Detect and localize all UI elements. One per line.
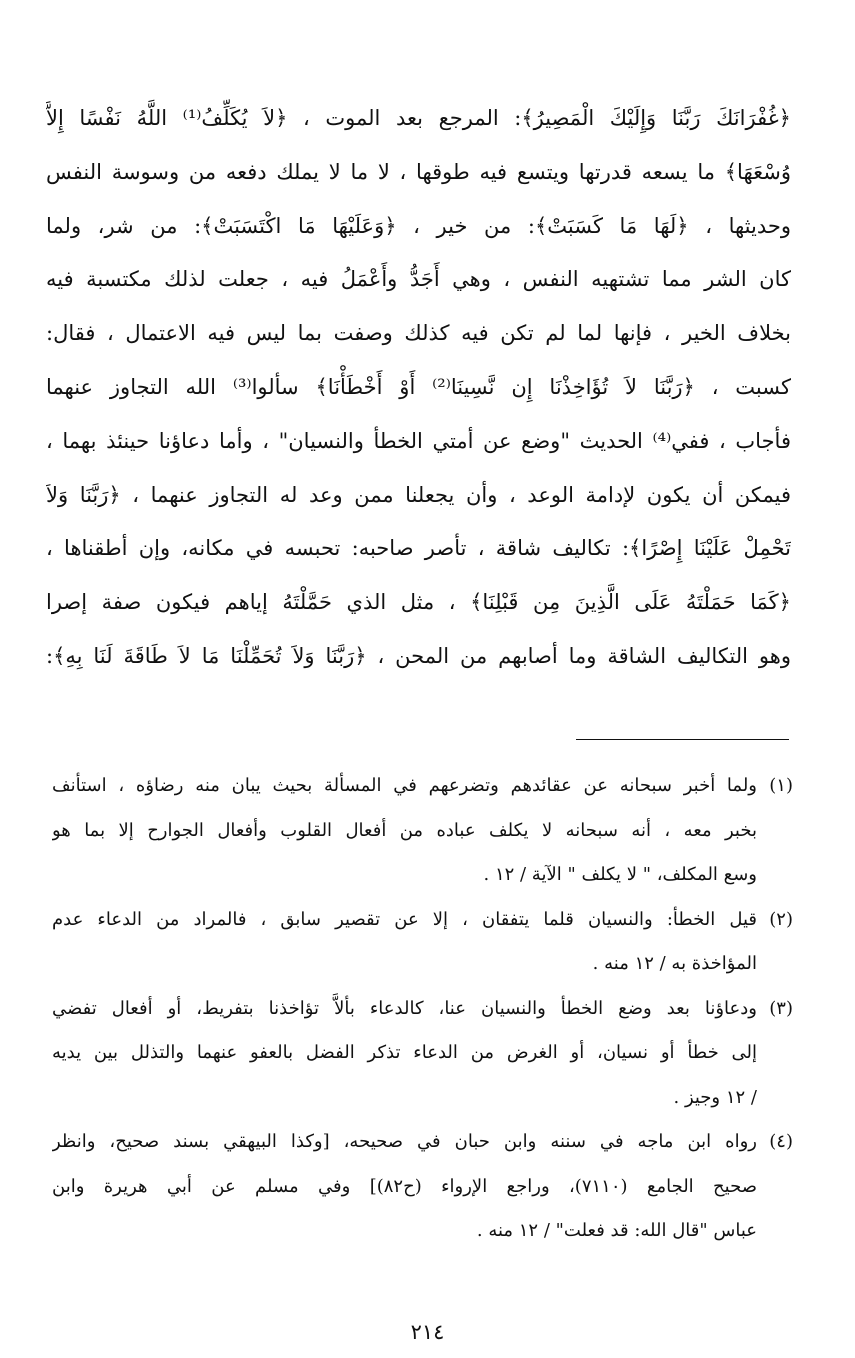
footnotes <box>52 764 793 1254</box>
footnote-number: (٤) <box>769 1131 793 1152</box>
main-line: وُسْعَهَا﴾ ما يسعه قدرتها ويتسع فيه طوقها ، لا ما لا يملك دفعه من وسوسة النفس <box>46 159 791 184</box>
footnote-text <box>52 898 757 987</box>
footnote-2 <box>52 898 793 987</box>
footnote-number: (٢) <box>769 908 793 930</box>
main-line: بخلاف الخير ، فإنها لما لم تكن فيه كذلك وصفت بما ليس فيه الاعتمال ، فقال: <box>46 321 791 346</box>
footnote-line: إلى خطأ أو نسيان، أو الغرض من الدعاء تذكر الفضل بالعفو عنهما والتذلل بين يديه <box>52 1042 757 1063</box>
footnote-line: قيل الخطأ: والنسيان قلما يتفقان ، إلا عن تقصير سابق ، فالمراد من الدعاء عدم <box>52 908 757 930</box>
footnote-line: صحيح الجامع (٧١١٠)، وراجع الإرواء (ح٨٢)] وفي مسلم عن أبي هريرة وابن <box>52 1175 757 1197</box>
footnote-4 <box>52 1120 793 1254</box>
page-number: ٢١٤ <box>410 1320 445 1344</box>
footnote-3 <box>52 987 793 1121</box>
footnote-text <box>52 764 757 898</box>
main-line: كان الشر مما تشتهيه النفس ، وهي أَجَدُّ وأَعْمَلُ فيه ، جعلت لذلك مكتسبة فيه <box>46 267 791 292</box>
footnote-line: عباس "قال الله: قد فعلت" / ١٢ منه . <box>476 1220 757 1241</box>
main-line: وهو التكاليف الشاقة وما أصابهم من المحن ، ﴿رَبَّنَا وَلاَ تُحَمِّلْنَا مَا لاَ طَاقَةَ لَنَا بِهِ﴾: <box>46 643 791 668</box>
footnote-line: / ١٢ وجيز . <box>673 1086 757 1108</box>
main-text <box>46 92 791 684</box>
main-line: ﴿كَمَا حَمَلْتَهُ عَلَى الَّذِينَ مِن قَبْلِنَا﴾ ، مثل الذي حَمَّلْتَهُ إياهم فيكون صفة إصرا <box>46 590 791 615</box>
footnote-line: ولما أخبر سبحانه عن عقائدهم وتضرعهم في المسألة بحيث يبان منه رضاؤه ، استأنف <box>52 775 757 796</box>
footnote-line: وسع المكلف، " لا يكلف " الآية / ١٢ . <box>483 864 757 885</box>
main-line: ﴿غُفْرَانَكَ رَبَّنَا وَإِلَيْكَ الْمَصِيرُ﴾: المرجع بعد الموت ، ﴿لاَ يُكَلِّفُ⁽¹⁾ اللَّهُ نَفْسًا إِلاَّ <box>46 106 791 130</box>
main-line: فيمكن أن يكون لإدامة الوعد ، وأن يجعلنا ممن وعد له التجاوز عنهما ، ﴿رَبَّنَا وَلاَ <box>46 482 791 507</box>
main-line: فأجاب ، ففي⁽⁴⁾ الحديث "وضع عن أمتي الخطأ والنسيان" ، وأما دعاؤنا حينئذ بهما ، <box>46 428 791 453</box>
main-line: وحديثها ، ﴿لَهَا مَا كَسَبَتْ﴾: من خير ، ﴿وَعَلَيْهَا مَا اكْتَسَبَتْ﴾: من شر، ولما <box>46 213 791 238</box>
main-line: كسبت ، ﴿رَبَّنَا لاَ تُؤَاخِذْنَا إِن نَّسِينَا⁽²⁾ أَوْ أَخْطَأْنَا﴾ سألوا⁽³⁾ الله التجاوز عنهما <box>46 374 791 399</box>
footnote-text <box>52 1120 757 1254</box>
footnote-line: بخبر معه ، أنه سبحانه لا يكلف عباده من أفعال القلوب وأفعال الجوارح إلا بما هو <box>52 819 757 841</box>
footnote-line: المؤاخذة به / ١٢ منه . <box>592 953 757 974</box>
main-line: تَحْمِلْ عَلَيْنَا إِصْرًا﴾: تكاليف شاقة ، تأصر صاحبه: تحبسه في مكانه، وإن أطقناها ، <box>46 536 791 561</box>
footnote-1 <box>52 764 793 898</box>
footnote-number: (١) <box>769 775 793 796</box>
footnote-separator <box>576 739 789 740</box>
footnote-text <box>52 987 757 1121</box>
footnote-line: رواه ابن ماجه في سننه وابن حبان في صحيحه، [وكذا البيهقي بسند صحيح، وانظر <box>52 1131 757 1152</box>
footnote-line: ودعاؤنا بعد وضع الخطأ والنسيان عنا، كالدعاء بألاَّ تؤاخذنا بتفريط، أو أفعال تفضي <box>52 997 757 1019</box>
footnote-number: (٣) <box>769 997 793 1019</box>
